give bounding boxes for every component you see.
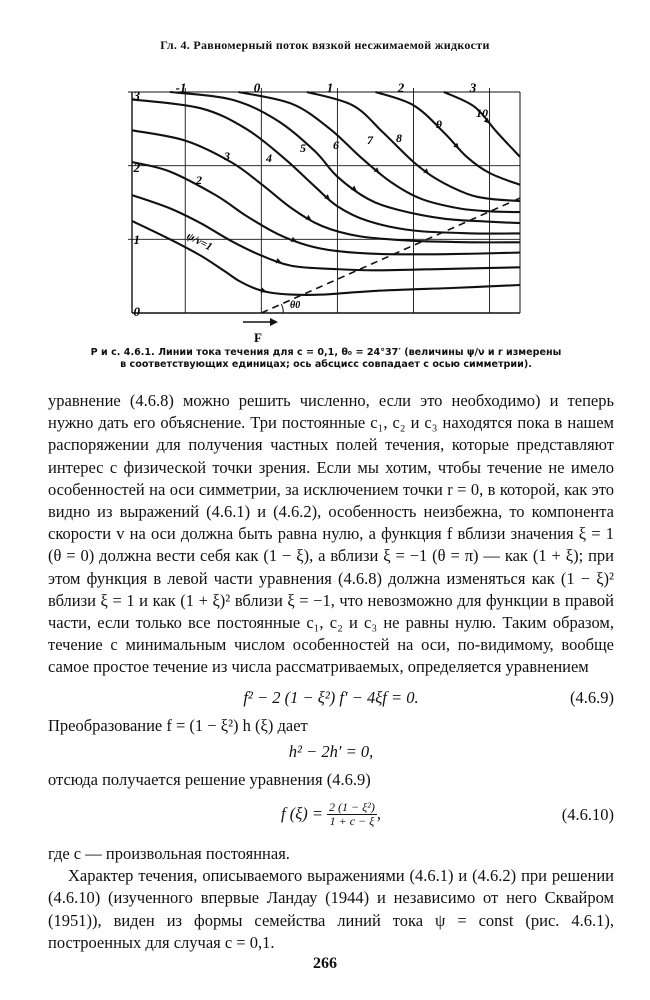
running-title: Гл. 4. Равномерный поток вязкой несжимаемой жидкости [160, 38, 490, 52]
x-tick-label: 0 [253, 80, 261, 95]
curve-label-8: 8 [396, 131, 402, 145]
streamline-figure [120, 76, 530, 346]
force-label: F [254, 330, 262, 345]
figure-caption [46, 347, 606, 371]
y-tick-label: 2 [133, 160, 140, 175]
fraction-denominator: 1 + c − ξ [329, 814, 375, 829]
curve-label-1: ψ/ν=1 [184, 230, 215, 254]
streamline-4 [132, 130, 520, 242]
fraction [327, 801, 377, 828]
equation-tail: , [376, 804, 381, 824]
equation-text: f² − 2 (1 − ξ²) f′ − 4ξf = 0. [243, 687, 419, 707]
curve-label-3: 3 [224, 149, 230, 163]
equation-lhs: f (ξ) = [281, 804, 324, 824]
caption-line-2: в соответствующих единицах; ось абсцисс совпадает с осью симметрии). [120, 359, 532, 370]
force-arrowhead [270, 318, 278, 326]
grid [128, 88, 520, 313]
equation-number: (4.6.9) [570, 687, 614, 707]
fraction-numerator: 2 (1 − ξ²) [329, 800, 375, 815]
body-text [48, 390, 614, 954]
page-number: 266 [313, 955, 337, 972]
x-tick-label: -1 [175, 80, 187, 95]
equation-4-6-10 [48, 797, 614, 835]
curve-label-7: 7 [367, 133, 373, 147]
curve-label-9: 9 [436, 117, 442, 131]
angle-label: θ0 [290, 300, 301, 311]
curve-label-4: 4 [266, 151, 272, 165]
curve-label-10: 10 [476, 106, 488, 120]
y-tick-label: 0 [133, 304, 140, 319]
curve-label-2: 2 [196, 173, 202, 187]
equation-4-6-9 [48, 687, 614, 715]
paragraph: где c — произвольная постоянная. [48, 844, 290, 864]
figure-labels [133, 80, 489, 345]
streamline-5 [132, 99, 520, 233]
streamlines [132, 92, 520, 313]
equation-number: (4.6.10) [561, 805, 614, 825]
angle-arc [281, 304, 283, 313]
x-tick-label: 2 [397, 80, 405, 95]
equation-h [48, 741, 614, 769]
caption-line-1: Р и с. 4.6.1. Линии тока течения для c = 0,1, θ₀ = 24°37′ (величины ψ/ν и r измерены [90, 347, 562, 358]
paragraph: Преобразование f = (1 − ξ²) h (ξ) дает [48, 715, 308, 735]
y-tick-label: 1 [133, 232, 140, 247]
x-tick-label: 3 [469, 80, 477, 95]
x-tick-label: 1 [326, 80, 334, 95]
paragraph: отсюда получается решение уравнения (4.6.9) [48, 769, 371, 789]
curve-label-5: 5 [300, 141, 306, 155]
paragraph: уравнение (4.6.8) можно решить численно, если это необходимо) и теперь нужно дать его объяснение. Три постоянные c₁, c₂ и c₃ находятся пока в нашем распоряжении для получения частных полей течения, которые представляют интерес с физической точки зрения. Если мы хотим, чтобы течение не имело особенностей на оси симметрии, за исключением точки r = 0, в которой, как это видно из выражений (4.6.1) и (4.6.2), особенность неизбежна, то компонента скорости v на оси должна быть равна нулю, а функция f вблизи значения ξ = 1 (θ = 0) должна вести себя как (1 − ξ), а вблизи ξ = −1 (θ = π) — как (1 + ξ); при этом функция в левой части уравнения (4.6.8) должна изменяться как (1 − ξ)² вблизи ξ = 1 и как (1 + ξ)² вблизи ξ = −1, что невозможно для функции в правой части, если только все постоянные c₁, c₂ и c₃ не равны нулю. Таким образом, течение с минимальным числом особенностей на оси, по-видимому, вообще самое простое течение из числа рассматриваемых, определяется уравнением [48, 391, 614, 677]
paragraph: Характер течения, описываемого выражениями (4.6.1) и (4.6.2) при решении (4.6.10) (изученного впервые Ландау (1944) и независимо от него Сквайром (1951)), виден из формы семейства линий тока ψ = const (рис. 4.6.1), построенных для случая c = 0,1. [48, 866, 614, 952]
boundary-dashed-line [261, 198, 520, 313]
curve-label-6: 6 [333, 138, 339, 152]
equation-text: h² − 2h′ = 0, [288, 741, 374, 761]
y-tick-label: 3 [133, 88, 140, 103]
